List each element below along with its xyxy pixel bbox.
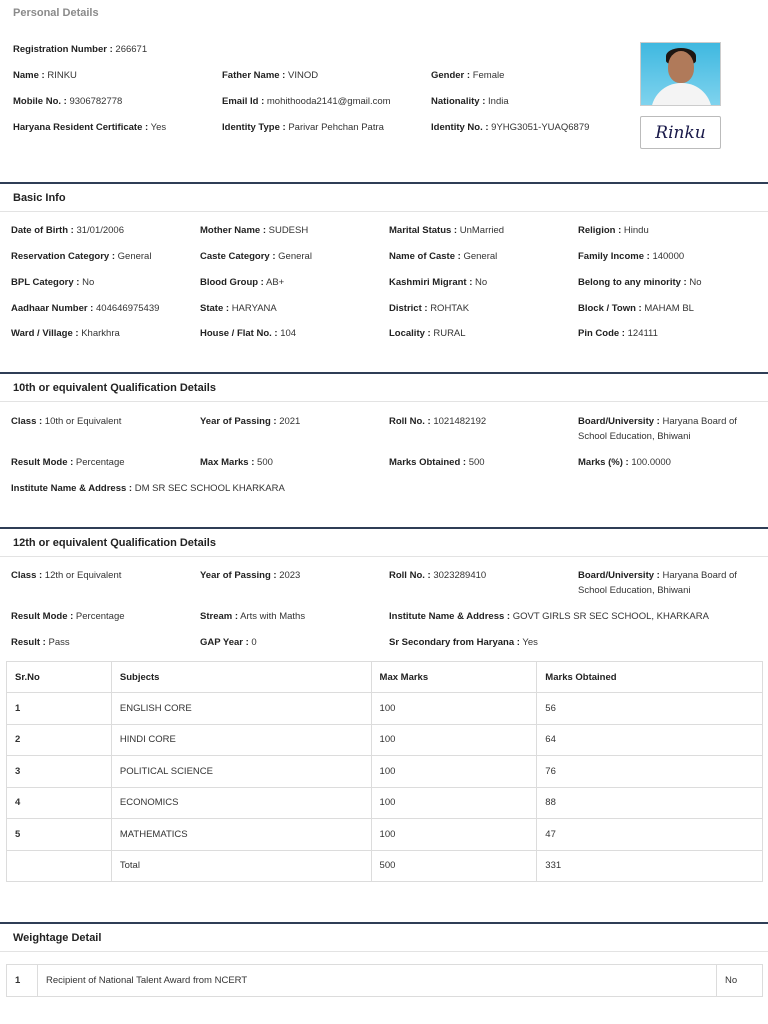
field-caste-name: Name of Caste : General <box>389 251 498 262</box>
cell-max-marks: 100 <box>371 724 537 756</box>
cell-total-label: Total <box>111 850 371 882</box>
field-mobile: Mobile No. : 9306782778 <box>13 96 123 107</box>
field-twelfth-year: Year of Passing : 2023 <box>200 570 301 581</box>
field-twelfth-gap-year: GAP Year : 0 <box>200 637 257 648</box>
cell-max-marks: 100 <box>371 693 537 725</box>
field-twelfth-board: Board/University : Haryana Board of School Education, Bhiwani <box>578 570 737 596</box>
table-row <box>7 819 763 851</box>
cell-marks-obtained: 56 <box>537 693 763 725</box>
field-aadhaar: Aadhaar Number : 404646975439 <box>11 303 160 314</box>
field-father-name: Father Name : VINOD <box>222 70 319 81</box>
field-tenth-percent: Marks (%) : 100.0000 <box>578 457 671 468</box>
cell-marks-obtained: 76 <box>537 756 763 788</box>
field-caste-category: Caste Category : General <box>200 251 312 262</box>
field-twelfth-stream: Stream : Arts with Maths <box>200 611 306 622</box>
field-state: State : HARYANA <box>200 303 277 314</box>
table-row <box>7 756 763 788</box>
col-header-marks-obtained: Marks Obtained <box>537 662 763 693</box>
field-tenth-institute: Institute Name & Address : DM SR SEC SCHOOL KHARKARA <box>11 483 285 494</box>
field-locality: Locality : RURAL <box>389 328 466 339</box>
cell-subject: MATHEMATICS <box>111 819 371 851</box>
applicant-signature: Rinku <box>640 116 721 149</box>
table-row <box>7 965 763 997</box>
field-email: Email Id : mohithooda2141@gmail.com <box>222 96 391 107</box>
field-tenth-class: Class : 10th or Equivalent <box>11 416 122 427</box>
applicant-photo <box>640 42 721 106</box>
field-gender: Gender : Female <box>431 70 505 81</box>
cell-subject: POLITICAL SCIENCE <box>111 756 371 788</box>
cell-max-marks: 100 <box>371 819 537 851</box>
field-dob: Date of Birth : 31/01/2006 <box>11 225 124 236</box>
cell-weightage-item: Recipient of National Talent Award from NCERT <box>37 965 716 997</box>
field-tenth-marks-obtained: Marks Obtained : 500 <box>389 457 485 468</box>
field-twelfth-roll: Roll No. : 3023289410 <box>389 570 487 581</box>
field-pin-code: Pin Code : 124111 <box>578 328 658 339</box>
photo-face <box>668 51 694 83</box>
table-row <box>7 693 763 725</box>
photo-body <box>651 83 712 106</box>
weightage-section <box>0 922 768 952</box>
field-tenth-max-marks: Max Marks : 500 <box>200 457 273 468</box>
field-tenth-year: Year of Passing : 2021 <box>200 416 301 427</box>
cell-marks-obtained: 88 <box>537 787 763 819</box>
cell-subject: ECONOMICS <box>111 787 371 819</box>
cell-srno <box>7 850 112 882</box>
field-district: District : ROHTAK <box>389 303 470 314</box>
section-title-twelfth: 12th or equivalent Qualification Details <box>0 527 768 557</box>
field-tenth-roll: Roll No. : 1021482192 <box>389 416 487 427</box>
field-minority: Belong to any minority : No <box>578 277 702 288</box>
section-title-tenth: 10th or equivalent Qualification Details <box>0 372 768 402</box>
cell-total-max: 500 <box>371 850 537 882</box>
field-twelfth-institute: Institute Name & Address : GOVT GIRLS SR SEC SCHOOL, KHARKARA <box>389 611 709 622</box>
cell-max-marks: 100 <box>371 787 537 819</box>
field-blood-group: Blood Group : AB+ <box>200 277 285 288</box>
field-block-town: Block / Town : MAHAM BL <box>578 303 694 314</box>
field-reservation-category: Reservation Category : General <box>11 251 152 262</box>
field-religion: Religion : Hindu <box>578 225 649 236</box>
field-nationality: Nationality : India <box>431 96 509 107</box>
col-header-max-marks: Max Marks <box>371 662 537 693</box>
basic-info-section <box>0 182 768 212</box>
field-twelfth-result-mode: Result Mode : Percentage <box>11 611 125 622</box>
subjects-table <box>6 661 763 882</box>
field-twelfth-sr-haryana: Sr Secondary from Haryana : Yes <box>389 637 538 648</box>
cell-weightage-value: No <box>717 965 763 997</box>
section-title-weightage: Weightage Detail <box>0 922 768 952</box>
cell-marks-obtained: 64 <box>537 724 763 756</box>
field-name: Name : RINKU <box>13 70 77 81</box>
field-twelfth-class: Class : 12th or Equivalent <box>11 570 122 581</box>
table-row-total <box>7 850 763 882</box>
cell-subject: ENGLISH CORE <box>111 693 371 725</box>
cell-marks-obtained: 47 <box>537 819 763 851</box>
cell-max-marks: 100 <box>371 756 537 788</box>
cell-subject: HINDI CORE <box>111 724 371 756</box>
section-title-basic: Basic Info <box>0 182 768 212</box>
cell-srno: 2 <box>7 724 112 756</box>
col-header-subjects: Subjects <box>111 662 371 693</box>
field-tenth-board: Board/University : Haryana Board of School Education, Bhiwani <box>578 416 737 442</box>
weightage-table <box>6 964 763 997</box>
cell-srno: 5 <box>7 819 112 851</box>
field-identity-no: Identity No. : 9YHG3051-YUAQ6879 <box>431 122 590 133</box>
field-tenth-result-mode: Result Mode : Percentage <box>11 457 125 468</box>
field-house-no: House / Flat No. : 104 <box>200 328 297 339</box>
field-identity-type: Identity Type : Parivar Pehchan Patra <box>222 122 384 133</box>
cell-srno: 1 <box>7 693 112 725</box>
field-ward-village: Ward / Village : Kharkhra <box>11 328 120 339</box>
field-bpl-category: BPL Category : No <box>11 277 95 288</box>
col-header-srno: Sr.No <box>7 662 112 693</box>
field-family-income: Family Income : 140000 <box>578 251 685 262</box>
cell-weightage-srno: 1 <box>7 965 38 997</box>
field-marital-status: Marital Status : UnMarried <box>389 225 505 236</box>
tenth-section <box>0 372 768 402</box>
cell-srno: 3 <box>7 756 112 788</box>
field-mother-name: Mother Name : SUDESH <box>200 225 309 236</box>
twelfth-section <box>0 527 768 557</box>
field-registration: Registration Number : 266671 <box>13 44 148 55</box>
field-resident-certificate: Haryana Resident Certificate : Yes <box>13 122 167 133</box>
table-row <box>7 724 763 756</box>
section-title-personal: Personal Details <box>13 7 99 19</box>
table-row <box>7 787 763 819</box>
cell-total-obtained: 331 <box>537 850 763 882</box>
field-twelfth-result: Result : Pass <box>11 637 70 648</box>
subjects-table-header <box>7 662 763 693</box>
cell-srno: 4 <box>7 787 112 819</box>
field-kashmiri-migrant: Kashmiri Migrant : No <box>389 277 488 288</box>
